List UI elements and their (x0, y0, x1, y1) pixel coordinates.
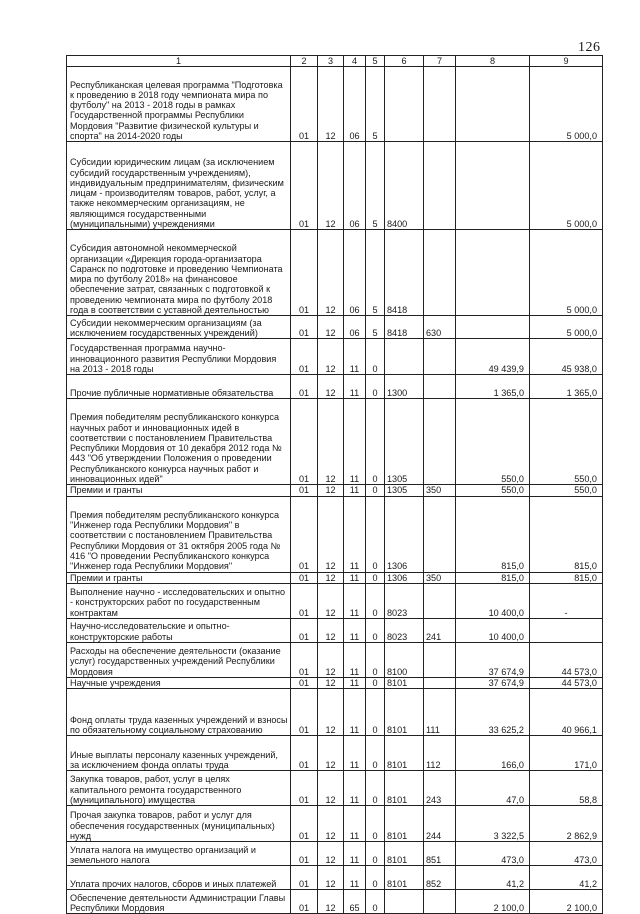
row-name: Научно-исследовательские и опытно-конструкторские работы (67, 618, 291, 642)
header-row (67, 56, 603, 67)
cell: 12 (318, 572, 344, 583)
cell: 350 (424, 572, 456, 583)
cell: 45 938,0 (530, 339, 603, 375)
cell: 815,0 (530, 496, 603, 572)
cell: 01 (291, 316, 318, 339)
cell (456, 67, 530, 142)
row-name: Субсидии некоммерческим организациям (за исключением государственных учреждений) (67, 316, 291, 339)
cell: 0 (366, 572, 385, 583)
cell: 12 (318, 485, 344, 496)
cell: 12 (318, 496, 344, 572)
cell: 1300 (385, 375, 424, 399)
row-name: Иные выплаты персоналу казенных учреждений, за исключением фонда оплаты труда (67, 736, 291, 771)
cell: 12 (318, 842, 344, 866)
cell: 12 (318, 583, 344, 618)
cell: 11 (344, 677, 366, 688)
row-name: Уплата налога на имущество организаций и земельного налога (67, 842, 291, 866)
row-name: Субсидии юридическим лицам (за исключением субсидий государственным учреждениям), индивидуальным предпринимателям, физическим лицам - производителям товаров, работ, услуг, а также некоммерческим организациям, не являющимся государственными (муниципальными) учреждениями (67, 142, 291, 230)
table-row (67, 339, 603, 375)
cell: 815,0 (456, 496, 530, 572)
table-row (67, 618, 603, 642)
cell: 01 (291, 842, 318, 866)
cell: 01 (291, 399, 318, 485)
cell: 8101 (385, 866, 424, 890)
cell: 47,0 (456, 771, 530, 806)
cell: 01 (291, 485, 318, 496)
table-row (67, 572, 603, 583)
cell: 11 (344, 375, 366, 399)
cell: 2 100,0 (456, 890, 530, 914)
cell: 815,0 (456, 572, 530, 583)
cell: 65 (344, 890, 366, 914)
cell: 12 (318, 230, 344, 316)
cell: 01 (291, 642, 318, 677)
cell: 1 365,0 (530, 375, 603, 399)
cell: 44 573,0 (530, 677, 603, 688)
cell: 2 100,0 (530, 890, 603, 914)
cell: 12 (318, 375, 344, 399)
cell: 630 (424, 316, 456, 339)
cell (424, 583, 456, 618)
cell: 06 (344, 142, 366, 230)
cell: 8418 (385, 316, 424, 339)
cell: 8023 (385, 583, 424, 618)
cell: 01 (291, 339, 318, 375)
cell: 44 573,0 (530, 642, 603, 677)
row-name: Прочая закупка товаров, работ и услуг для обеспечения государственных (муниципальных) нужд (67, 806, 291, 842)
cell: 01 (291, 375, 318, 399)
cell (456, 230, 530, 316)
cell: 11 (344, 642, 366, 677)
row-name: Республиканская целевая программа "Подготовка к проведению в 2018 году чемпионата мира по футболу" на 2013 - 2018 годы в рамках Государственной программы Республики Мордовия "Развитие физической культуры и спорта" на 2014-2020 годы (67, 67, 291, 142)
cell: 33 625,2 (456, 689, 530, 736)
cell: 01 (291, 771, 318, 806)
column-header: 1 (67, 56, 291, 67)
column-header: 9 (530, 56, 603, 67)
cell: 11 (344, 689, 366, 736)
cell: 06 (344, 67, 366, 142)
cell (424, 642, 456, 677)
table-row (67, 890, 603, 914)
cell: 0 (366, 842, 385, 866)
cell (424, 230, 456, 316)
column-header: 6 (385, 56, 424, 67)
cell (385, 67, 424, 142)
cell: 0 (366, 339, 385, 375)
cell: 550,0 (530, 399, 603, 485)
cell (385, 890, 424, 914)
cell: 11 (344, 583, 366, 618)
row-name: Государственная программа научно-инновационного развития Республики Мордовия на 2013 - 2018 годы (67, 339, 291, 375)
cell: 112 (424, 736, 456, 771)
table-row (67, 642, 603, 677)
table-row (67, 583, 603, 618)
cell: 8101 (385, 736, 424, 771)
cell: 0 (366, 583, 385, 618)
row-name: Научные учреждения (67, 677, 291, 688)
cell: 01 (291, 866, 318, 890)
cell: 12 (318, 618, 344, 642)
cell (530, 618, 603, 642)
table-row (67, 806, 603, 842)
row-name: Субсидия автономной некоммерческой организации «Дирекция города-организатора Саранск по подготовке и проведению Чемпионата мира по футболу 2018» на финансовое обеспечение затрат, связанных с подготовкой к проведению чемпионата мира по футболу 2018 года в соответствии с уставной деятельностью (67, 230, 291, 316)
cell: 0 (366, 866, 385, 890)
cell: 473,0 (456, 842, 530, 866)
budget-table (66, 55, 603, 914)
column-header: 7 (424, 56, 456, 67)
cell: 40 966,1 (530, 689, 603, 736)
cell: 01 (291, 142, 318, 230)
cell: 11 (344, 339, 366, 375)
cell: 5 000,0 (530, 142, 603, 230)
row-name: Премии и гранты (67, 485, 291, 496)
table-row (67, 689, 603, 736)
cell: 41,2 (456, 866, 530, 890)
cell: 8100 (385, 642, 424, 677)
row-name: Выполнение научно - исследовательских и опытно - конструкторских работ по государственным контрактам (67, 583, 291, 618)
cell: 0 (366, 496, 385, 572)
cell: 12 (318, 316, 344, 339)
cell: 37 674,9 (456, 677, 530, 688)
cell: 41,2 (530, 866, 603, 890)
cell (385, 339, 424, 375)
cell: 58,8 (530, 771, 603, 806)
cell: 244 (424, 806, 456, 842)
cell: 01 (291, 496, 318, 572)
cell: 0 (366, 806, 385, 842)
cell (424, 677, 456, 688)
row-name: Уплата прочих налогов, сборов и иных платежей (67, 866, 291, 890)
cell: 11 (344, 771, 366, 806)
cell: 0 (366, 399, 385, 485)
table-row (67, 142, 603, 230)
cell (424, 339, 456, 375)
cell: 0 (366, 618, 385, 642)
cell: 12 (318, 806, 344, 842)
table-row (67, 230, 603, 316)
cell: 1306 (385, 496, 424, 572)
cell: 01 (291, 890, 318, 914)
cell: 11 (344, 806, 366, 842)
cell: 8418 (385, 230, 424, 316)
cell: 12 (318, 67, 344, 142)
cell: 243 (424, 771, 456, 806)
row-name: Фонд оплаты труда казенных учреждений и взносы по обязательному социальному страхованию (67, 689, 291, 736)
table-row (67, 842, 603, 866)
cell: 852 (424, 866, 456, 890)
cell: 1 365,0 (456, 375, 530, 399)
table-row (67, 496, 603, 572)
row-name: Премии и гранты (67, 572, 291, 583)
cell: 0 (366, 677, 385, 688)
cell: 12 (318, 866, 344, 890)
cell: 8101 (385, 842, 424, 866)
table-row (67, 677, 603, 688)
cell: 01 (291, 572, 318, 583)
cell: 0 (366, 736, 385, 771)
cell (456, 316, 530, 339)
cell: 8101 (385, 771, 424, 806)
cell (456, 142, 530, 230)
cell: 5 (366, 316, 385, 339)
cell: 166,0 (456, 736, 530, 771)
cell (424, 375, 456, 399)
row-name: Закупка товаров, работ, услуг в целях капитального ремонта государственного (муниципального) имущества (67, 771, 291, 806)
cell: 01 (291, 618, 318, 642)
column-header: 3 (318, 56, 344, 67)
row-name: Премия победителям республиканского конкурса "Инженер года Республики Мордовия" в соответствии с постановлением Правительства Республики Мордовия от 31 октября 2005 года № 416 "О проведении Республиканского конкурса "Инженер года Республики Мордовия" (67, 496, 291, 572)
cell: 12 (318, 339, 344, 375)
cell: 5 000,0 (530, 316, 603, 339)
cell: 0 (366, 375, 385, 399)
cell: 01 (291, 583, 318, 618)
column-header: 4 (344, 56, 366, 67)
row-name: Обеспечение деятельности Администрации Главы Республики Мордовия (67, 890, 291, 914)
cell: 5 000,0 (530, 230, 603, 316)
cell: 12 (318, 689, 344, 736)
cell: 0 (366, 642, 385, 677)
row-name: Расходы на обеспечение деятельности (оказание услуг) государственных учреждений Республики Мордовия (67, 642, 291, 677)
cell (424, 67, 456, 142)
cell: 12 (318, 399, 344, 485)
cell: 0 (366, 771, 385, 806)
cell: 12 (318, 142, 344, 230)
cell: 06 (344, 230, 366, 316)
table-row (67, 67, 603, 142)
cell: 11 (344, 736, 366, 771)
cell: 11 (344, 399, 366, 485)
cell: 3 322,5 (456, 806, 530, 842)
table-row (67, 375, 603, 399)
cell: 12 (318, 736, 344, 771)
cell: 8400 (385, 142, 424, 230)
cell: 5 000,0 (530, 67, 603, 142)
cell: - (530, 583, 603, 618)
table-row (67, 866, 603, 890)
cell: 8101 (385, 806, 424, 842)
cell: 01 (291, 67, 318, 142)
cell: 5 (366, 230, 385, 316)
table-row (67, 771, 603, 806)
cell: 241 (424, 618, 456, 642)
cell: 550,0 (456, 399, 530, 485)
cell: 10 400,0 (456, 618, 530, 642)
cell: 11 (344, 496, 366, 572)
cell: 473,0 (530, 842, 603, 866)
cell: 11 (344, 618, 366, 642)
cell: 851 (424, 842, 456, 866)
cell: 10 400,0 (456, 583, 530, 618)
cell: 8023 (385, 618, 424, 642)
cell: 8101 (385, 677, 424, 688)
cell: 01 (291, 677, 318, 688)
cell: 12 (318, 771, 344, 806)
column-header: 5 (366, 56, 385, 67)
table-row (67, 736, 603, 771)
column-header: 2 (291, 56, 318, 67)
table-row (67, 485, 603, 496)
cell: 350 (424, 485, 456, 496)
cell: 1305 (385, 399, 424, 485)
cell: 01 (291, 736, 318, 771)
cell: 0 (366, 890, 385, 914)
cell: 2 862,9 (530, 806, 603, 842)
cell: 12 (318, 642, 344, 677)
row-name: Премия победителям республиканского конкурса научных работ и инновационных идей в соответствии с постановлением Правительства Республики Мордовия от 10 декабря 2012 года № 443 "Об утверждении Положения о проведении Республиканского конкурса научных работ и инновационных идей" (67, 399, 291, 485)
cell: 49 439,9 (456, 339, 530, 375)
table-row (67, 399, 603, 485)
cell: 01 (291, 689, 318, 736)
cell: 550,0 (456, 485, 530, 496)
cell: 5 (366, 67, 385, 142)
cell: 12 (318, 677, 344, 688)
cell (424, 890, 456, 914)
cell: 11 (344, 842, 366, 866)
cell: 0 (366, 689, 385, 736)
column-header: 8 (456, 56, 530, 67)
row-name: Прочие публичные нормативные обязательства (67, 375, 291, 399)
cell: 37 674,9 (456, 642, 530, 677)
cell (424, 142, 456, 230)
cell (424, 399, 456, 485)
page-number: 126 (578, 40, 601, 55)
cell: 11 (344, 485, 366, 496)
cell: 06 (344, 316, 366, 339)
cell: 171,0 (530, 736, 603, 771)
cell: 815,0 (530, 572, 603, 583)
cell: 01 (291, 230, 318, 316)
cell: 111 (424, 689, 456, 736)
cell: 1306 (385, 572, 424, 583)
cell: 11 (344, 866, 366, 890)
cell: 8101 (385, 689, 424, 736)
cell: 550,0 (530, 485, 603, 496)
cell: 01 (291, 806, 318, 842)
cell: 11 (344, 572, 366, 583)
cell: 12 (318, 890, 344, 914)
table-row (67, 316, 603, 339)
cell (424, 496, 456, 572)
cell: 5 (366, 142, 385, 230)
cell: 1305 (385, 485, 424, 496)
cell: 0 (366, 485, 385, 496)
